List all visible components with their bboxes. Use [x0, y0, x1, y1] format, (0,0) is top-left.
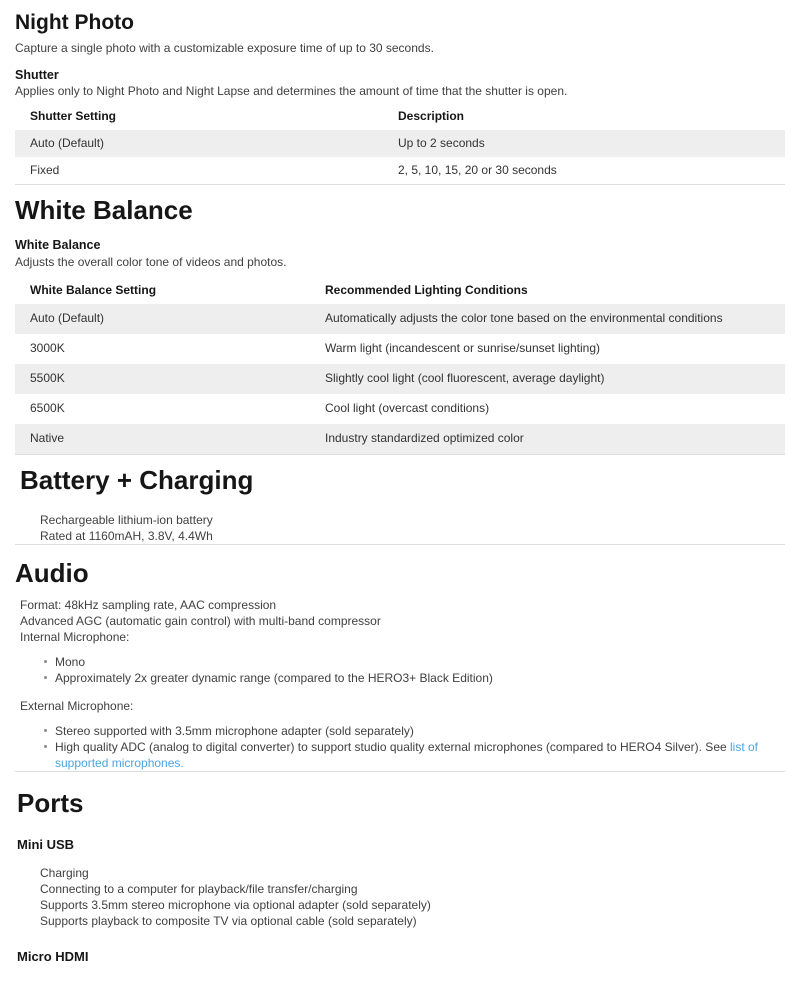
list-item: Approximately 2x greater dynamic range (compared to the HERO3+ Black Edition) [44, 670, 785, 686]
table-row [15, 130, 785, 157]
internal-mic-list [15, 654, 785, 686]
section-night-photo [15, 12, 785, 184]
table-header-row [15, 278, 785, 304]
supported-microphones-link[interactable]: list of supported microphones. [55, 739, 759, 770]
mini-usb-spec-block [15, 865, 785, 929]
night-photo-intro: Capture a single photo with a customizable exposure time of up to 30 seconds. [15, 41, 434, 56]
column-header: Recommended Lighting Conditions [325, 283, 528, 298]
table-cell: Up to 2 seconds [398, 136, 485, 151]
white-balance-title: White Balance [15, 195, 193, 226]
section-ports [15, 787, 785, 965]
table-cell: Warm light (incandescent or sunrise/sunset lighting) [325, 341, 601, 356]
table-cell: 2, 5, 10, 15, 20 or 30 seconds [398, 163, 557, 178]
list-item: Mono [44, 654, 785, 670]
audio-title: Audio [15, 557, 89, 588]
ports-title: Ports [17, 787, 84, 818]
table-cell: Automatically adjusts the color tone based on the environmental conditions [325, 311, 723, 326]
audio-spec-block [15, 597, 785, 645]
external-mic-label: External Microphone: [20, 698, 134, 713]
table-row [15, 334, 785, 364]
audio-spec-line: Internal Microphone: [20, 629, 130, 644]
shutter-subheading: Shutter [15, 68, 59, 83]
column-header: Description [398, 109, 465, 124]
white-balance-description: Adjusts the overall color tone of videos and photos. [15, 255, 287, 270]
section-divider [15, 771, 785, 772]
battery-spec-block [15, 512, 785, 544]
section-divider [15, 454, 785, 455]
table-row [15, 424, 785, 454]
section-divider [15, 544, 785, 545]
shutter-description: Applies only to Night Photo and Night Lapse and determines the amount of time that the shutter is open. [15, 84, 568, 99]
table-row [15, 304, 785, 334]
white-balance-subheading: White Balance [15, 238, 101, 253]
column-header: White Balance Setting [30, 283, 157, 298]
micro-hdmi-subheading: Micro HDMI [17, 949, 89, 965]
table-row [15, 157, 785, 184]
table-row [15, 394, 785, 424]
table-cell: 5500K [30, 371, 65, 386]
battery-charging-title: Battery + Charging [20, 465, 254, 496]
mini-usb-subheading: Mini USB [17, 837, 75, 853]
battery-spec-line: Rechargeable lithium-ion battery [40, 512, 213, 527]
port-spec-line: Supports 3.5mm stereo microphone via optional adapter (sold separately) [40, 898, 431, 913]
port-spec-line: Supports playback to composite TV via optional cable (sold separately) [40, 914, 417, 929]
section-audio [15, 557, 785, 771]
column-header: Shutter Setting [30, 109, 116, 124]
night-photo-title: Night Photo [15, 11, 134, 34]
list-item-text: High quality ADC (analog to digital converter) to support studio quality external microphones (compared to HERO4 Silver). See [55, 739, 730, 754]
port-spec-line: Connecting to a computer for playback/file transfer/charging [40, 882, 358, 897]
table-cell: 6500K [30, 401, 65, 416]
table-cell: Fixed [30, 163, 60, 178]
list-item [44, 739, 785, 771]
table-cell: Native [30, 431, 65, 446]
table-cell: Auto (Default) [30, 311, 105, 326]
port-spec-line: Charging [40, 866, 89, 881]
table-row [15, 364, 785, 394]
table-cell: Auto (Default) [30, 136, 105, 151]
section-white-balance [15, 197, 785, 454]
table-cell: 3000K [30, 341, 65, 356]
audio-spec-line: Format: 48kHz sampling rate, AAC compression [20, 597, 277, 612]
white-balance-table [15, 278, 785, 454]
section-divider [15, 184, 785, 185]
table-cell: Industry standardized optimized color [325, 431, 524, 446]
battery-spec-line: Rated at 1160mAH, 3.8V, 4.4Wh [40, 528, 213, 543]
table-header-row [15, 104, 785, 130]
shutter-settings-table [15, 104, 785, 184]
external-mic-list [15, 723, 785, 771]
section-battery-charging [15, 467, 785, 543]
audio-spec-line: Advanced AGC (automatic gain control) with multi-band compressor [20, 613, 381, 628]
table-cell: Cool light (overcast conditions) [325, 401, 490, 416]
table-cell: Slightly cool light (cool fluorescent, average daylight) [325, 371, 605, 386]
list-item: Stereo supported with 3.5mm microphone adapter (sold separately) [44, 723, 785, 739]
